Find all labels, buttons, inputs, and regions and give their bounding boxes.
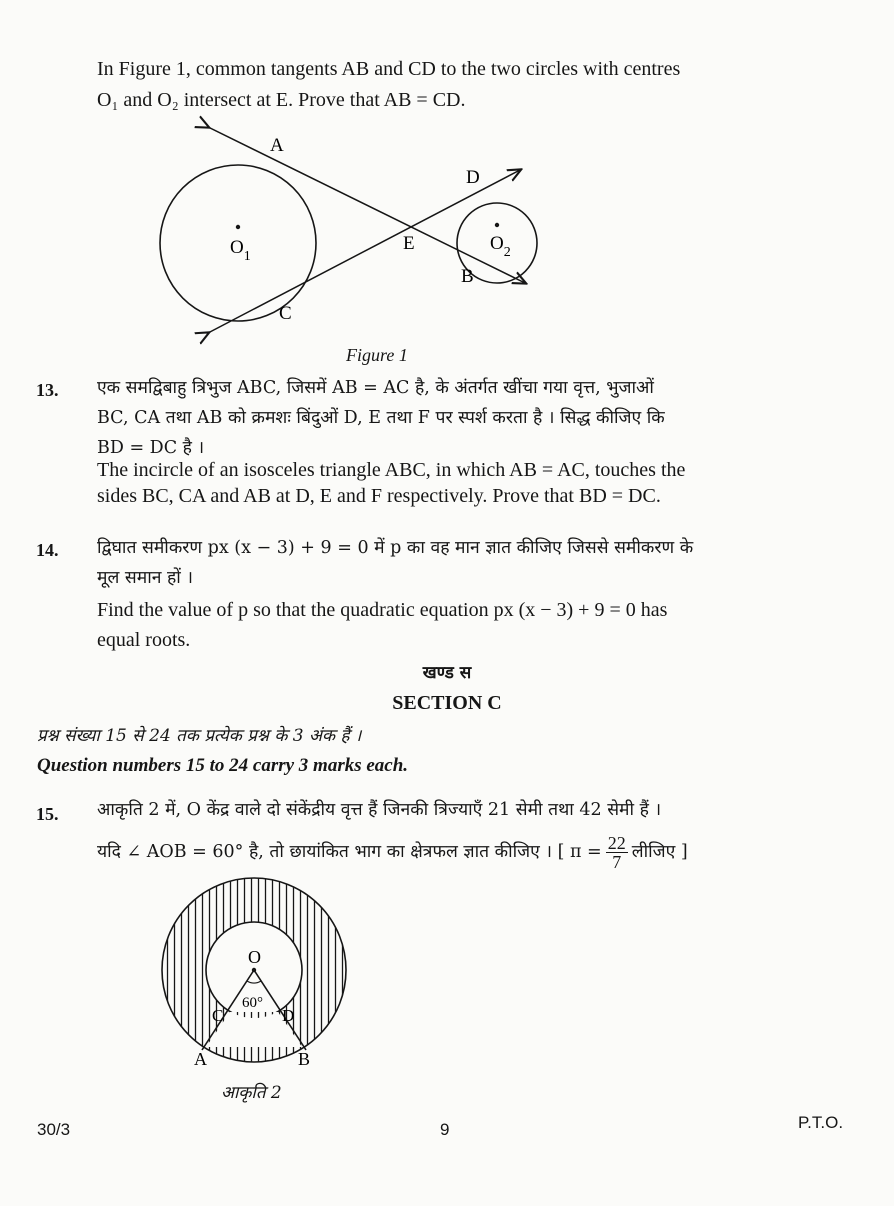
q12-line-1: In Figure 1, common tangents AB and CD to the two circles with centres [97,58,681,80]
q14-english-2: equal roots. [97,629,191,651]
paper-code: 30/3 [37,1120,71,1139]
tangent-ab [208,127,525,283]
label-e: E [403,233,415,254]
label-a: A [270,135,284,156]
tangent-cd [208,170,520,333]
page-turn-note: P.T.O. [798,1113,844,1132]
label-o2: $O_2$ [490,233,511,260]
q15-hindi-2-post: लीजिए ] [631,842,688,862]
section-hindi-heading: खण्ड स [422,663,472,683]
fraction-denominator: 7 [612,851,622,872]
section-note-english: Question numbers 15 to 24 carry 3 marks each. [37,755,409,776]
fig2-label-angle: 60° [242,995,263,1011]
fig2-label-a: A [194,1049,207,1069]
pi-fraction [606,834,628,871]
q14-english-1: Find the value of p so that the quadratic equation px (x − 3) + 9 = 0 has [97,599,668,621]
q13-number: 13. [36,380,59,400]
q15-hindi-1: आकृति 2 में, O केंद्र वाले दो संकेंद्रीय वृत्त हैं जिनकी त्रिज्याएँ 21 सेमी तथा 42 सेमी हैं । [97,800,662,820]
fraction-numerator: 22 [607,832,626,853]
q15-number: 15. [36,804,59,824]
q14-number: 14. [36,540,59,560]
fig2-label-o: O [248,947,261,967]
figure-2-caption: आकृति 2 [221,1083,282,1103]
figure-2-diagram [150,875,370,1075]
fig2-label-d: D [282,1006,295,1025]
q13-english-1: The incircle of an isosceles triangle ABC, in which AB = AC, touches the [97,459,686,481]
label-o1: $O_1$ [230,237,251,264]
fig2-label-b: B [298,1049,311,1069]
q14-hindi-2: मूल समान हों । [97,568,194,588]
q13-hindi-3: BD = DC है । [97,438,205,458]
q15-hindi-2 [97,830,688,874]
q12-line-2: O₁ and O₂ intersect at E. Prove that AB = CD. [97,89,466,111]
page-number: 9 [440,1120,450,1139]
label-d: D [466,167,480,188]
q13-english-2: sides BC, CA and AB at D, E and F respectively. Prove that BD = DC. [97,485,661,507]
q13-hindi-1: एक समद्विबाहु त्रिभुज ABC, जिसमें AB = AC है, के अंतर्गत खींचा गया वृत्त, भुजाओं [97,378,654,398]
q15-hindi-2-pre: यदि ∠ AOB = 60° है, तो छायांकित भाग का क्षेत्रफल ज्ञात कीजिए । [ π = [97,842,602,862]
q13-hindi-2: BC, CA तथा AB को क्रमशः बिंदुओं D, E तथा F पर स्पर्श करता है । सिद्ध कीजिए कि [97,408,665,428]
section-heading: SECTION C [392,692,502,714]
label-b: B [461,266,474,287]
fig2-label-c: C [212,1006,224,1025]
section-note-hindi: प्रश्न संख्या 15 से 24 तक प्रत्येक प्रश्न के 3 अंक हैं । [37,726,362,746]
label-c: C [279,303,292,324]
q14-hindi-1: द्विघात समीकरण px (x − 3) + 9 = 0 में p का वह मान ज्ञात कीजिए जिससे समीकरण के [97,538,694,558]
figure-1-diagram [150,115,550,345]
figure-1-caption: Figure 1 [346,345,408,365]
